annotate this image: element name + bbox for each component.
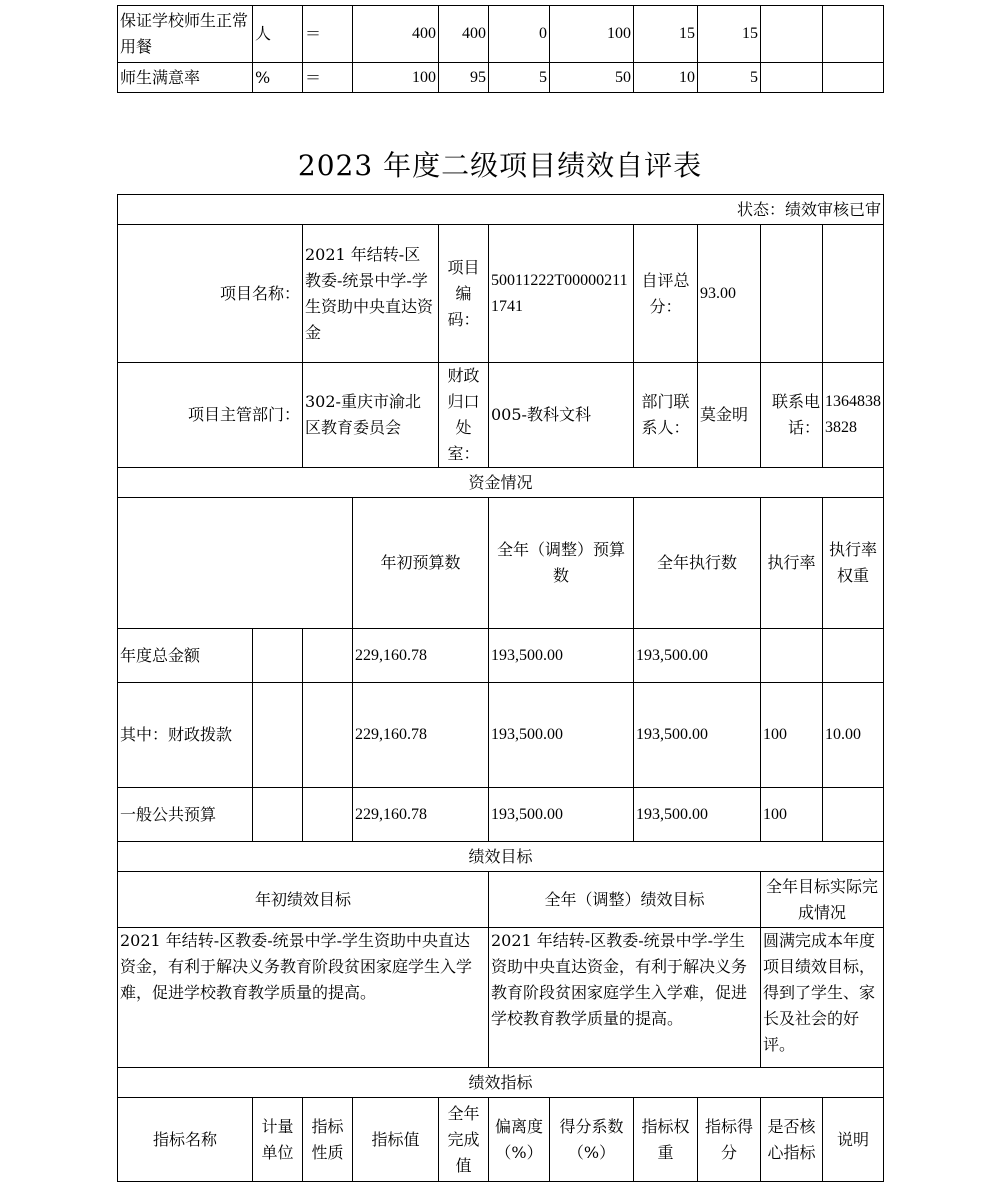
- execution-rate: 100: [761, 788, 823, 842]
- weight-header: 指标权重: [634, 1098, 698, 1182]
- status-badge: 状态：绩效审核已审: [118, 195, 884, 225]
- indicator-name-header: 指标名称: [118, 1098, 253, 1182]
- funds-section-title: 资金情况: [118, 468, 884, 498]
- contact-label: 部门联系人：: [634, 363, 698, 468]
- funds-row-label: 其中：财政拨款: [118, 683, 253, 788]
- indicator-nature: ＝: [303, 63, 353, 93]
- rate-weight: 10.00: [823, 683, 884, 788]
- section-header: [118, 1068, 884, 1098]
- indicator-weight: 15: [634, 6, 698, 63]
- indicator-name: 师生满意率: [118, 63, 253, 93]
- funds-row-label: 年度总金额: [118, 629, 253, 683]
- initial-goal-text: 2021 年结转-区教委-统景中学-学生资助中央直达资金，有利于解决义务教育阶段贫困家庭学生入学难，促进学校教育教学质量的提高。: [118, 928, 489, 1068]
- nature-header: 指标性质: [303, 1098, 353, 1182]
- contact-person: 莫金明: [698, 363, 761, 468]
- deviation-header: 偏离度（%）: [489, 1098, 550, 1182]
- department: 302-重庆市渝北区教育委员会: [303, 363, 439, 468]
- indicator-deviation: 0: [489, 6, 550, 63]
- indicator-unit: %: [253, 63, 303, 93]
- goals-content-row: [118, 928, 884, 1068]
- goals-section-title: 绩效目标: [118, 842, 884, 872]
- phone-label: 联系电话：: [761, 363, 823, 468]
- page-title: 2023 年度二级项目绩效自评表: [297, 149, 703, 182]
- actual-completion-header: 全年目标实际完成情况: [761, 872, 884, 928]
- indicator-name: 保证学校师生正常用餐: [118, 6, 253, 63]
- adjusted-goal-header: 全年（调整）绩效目标: [489, 872, 761, 928]
- project-code-label: 项目编码：: [439, 225, 489, 363]
- project-name-label: 项目名称：: [118, 225, 303, 363]
- goals-header-row: [118, 872, 884, 928]
- indicator-deviation: 5: [489, 63, 550, 93]
- empty-cell: [303, 629, 353, 683]
- table-row: [118, 63, 884, 93]
- adjusted-budget: 193,500.00: [489, 788, 634, 842]
- table-row: [118, 6, 884, 63]
- value-header: 指标值: [353, 1098, 439, 1182]
- actual-completion-text: 圆满完成本年度项目绩效目标，得到了学生、家长及社会的好评。: [761, 928, 884, 1068]
- project-info-row: [118, 225, 884, 363]
- indicator-note: [823, 6, 884, 63]
- adjusted-budget-header: 全年（调整）预算数: [489, 498, 634, 629]
- table-row: [118, 683, 884, 788]
- indicator-done: 95: [439, 63, 489, 93]
- initial-goal-header: 年初绩效目标: [118, 872, 489, 928]
- self-score: 93.00: [698, 225, 761, 363]
- table-row: [118, 788, 884, 842]
- indicator-coefficient: 100: [550, 6, 634, 63]
- coefficient-header: 得分系数（%）: [550, 1098, 634, 1182]
- rate-weight-header: 执行率权重: [823, 498, 884, 629]
- adjusted-budget: 193,500.00: [489, 629, 634, 683]
- finance-office-label: 财政归口处室：: [439, 363, 489, 468]
- empty-cell: [253, 788, 303, 842]
- empty-cell: [303, 788, 353, 842]
- section-header: [118, 468, 884, 498]
- indicator-core: [761, 63, 823, 93]
- initial-budget: 229,160.78: [353, 788, 489, 842]
- funds-row-label: 一般公共预算: [118, 788, 253, 842]
- indicator-target: 400: [353, 6, 439, 63]
- table-row: [118, 629, 884, 683]
- indicator-target: 100: [353, 63, 439, 93]
- done-header: 全年完成值: [439, 1098, 489, 1182]
- empty-cell: [253, 683, 303, 788]
- indicator-core: [761, 6, 823, 63]
- initial-budget-header: 年初预算数: [353, 498, 489, 629]
- indicator-unit: 人: [253, 6, 303, 63]
- indicator-weight: 10: [634, 63, 698, 93]
- evaluation-table: [117, 194, 884, 1182]
- indicators-header-row: [118, 1098, 884, 1182]
- empty-cell: [253, 629, 303, 683]
- rate-weight: [823, 629, 884, 683]
- empty-cell: [823, 225, 884, 363]
- execution-rate: [761, 629, 823, 683]
- empty-cell: [303, 683, 353, 788]
- adjusted-goal-text: 2021 年结转-区教委-统景中学-学生资助中央直达资金，有利于解决义务教育阶段贫困家庭学生入学难，促进学校教育教学质量的提高。: [489, 928, 761, 1068]
- score-header: 指标得分: [698, 1098, 761, 1182]
- indicator-done: 400: [439, 6, 489, 63]
- note-header: 说明: [823, 1098, 884, 1182]
- status-row: [118, 195, 884, 225]
- core-header: 是否核心指标: [761, 1098, 823, 1182]
- execution-rate: 100: [761, 683, 823, 788]
- project-name: 2021 年结转-区教委-统景中学-学生资助中央直达资金: [303, 225, 439, 363]
- executed-amount: 193,500.00: [634, 788, 761, 842]
- indicator-score: 15: [698, 6, 761, 63]
- executed-amount: 193,500.00: [634, 629, 761, 683]
- initial-budget: 229,160.78: [353, 629, 489, 683]
- unit-header: 计量单位: [253, 1098, 303, 1182]
- department-label: 项目主管部门：: [118, 363, 303, 468]
- section-header: [118, 842, 884, 872]
- indicator-nature: ＝: [303, 6, 353, 63]
- indicator-table-continued: [117, 5, 884, 93]
- project-info-row: [118, 363, 884, 468]
- indicator-note: [823, 63, 884, 93]
- adjusted-budget: 193,500.00: [489, 683, 634, 788]
- project-code: 50011222T000002111741: [489, 225, 634, 363]
- empty-cell: [761, 225, 823, 363]
- indicator-coefficient: 50: [550, 63, 634, 93]
- rate-weight: [823, 788, 884, 842]
- empty-cell: [118, 498, 353, 629]
- executed-header: 全年执行数: [634, 498, 761, 629]
- executed-amount: 193,500.00: [634, 683, 761, 788]
- finance-office: 005-教科文科: [489, 363, 634, 468]
- self-score-label: 自评总分：: [634, 225, 698, 363]
- indicators-section-title: 绩效指标: [118, 1068, 884, 1098]
- funds-header-row: [118, 498, 884, 629]
- phone-number: 13648383828: [823, 363, 884, 468]
- initial-budget: 229,160.78: [353, 683, 489, 788]
- indicator-score: 5: [698, 63, 761, 93]
- rate-header: 执行率: [761, 498, 823, 629]
